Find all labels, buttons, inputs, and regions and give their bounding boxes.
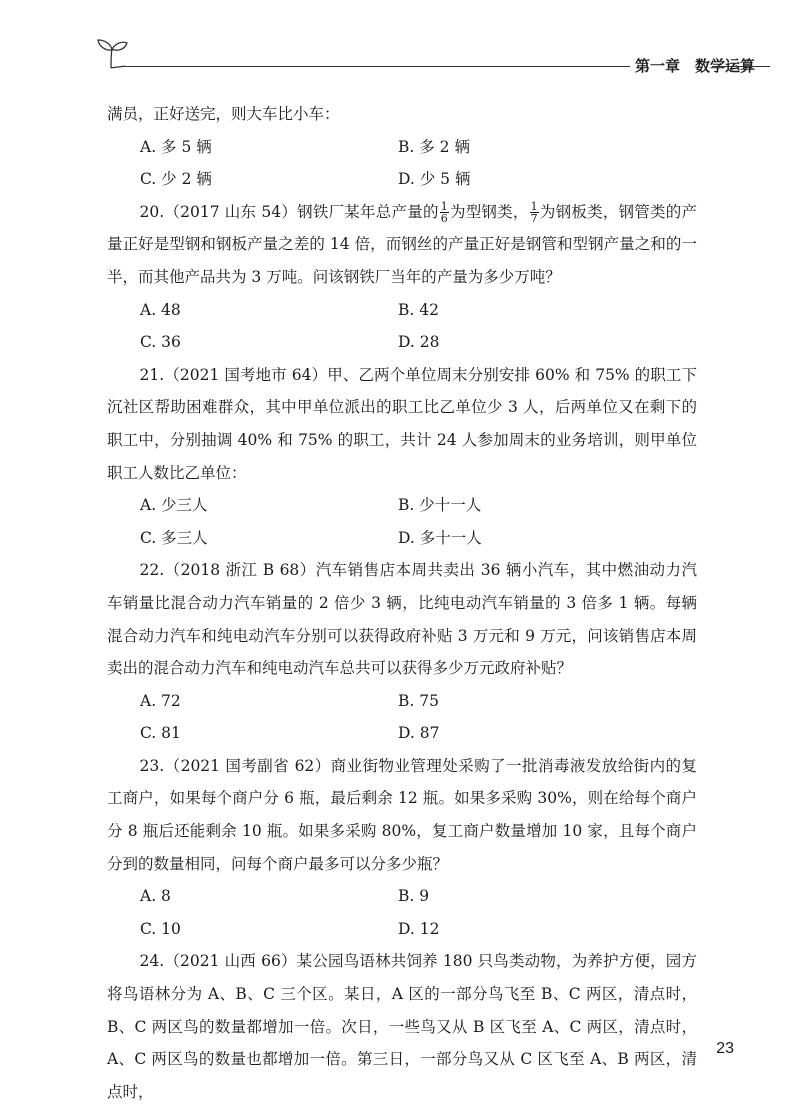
question-20 bbox=[107, 196, 697, 294]
options-row bbox=[107, 717, 697, 750]
frac2-denominator: 7 bbox=[530, 212, 538, 226]
header-rule-right bbox=[712, 66, 770, 67]
q20-text-part2: 为型钢类， bbox=[449, 202, 529, 221]
options-row bbox=[107, 489, 697, 522]
page-header bbox=[95, 38, 770, 78]
options-row bbox=[107, 131, 697, 164]
page-number: 23 bbox=[716, 1040, 734, 1057]
q20-text-part1: 20.（2017 山东 54）钢铁厂某年总产量的 bbox=[139, 202, 439, 221]
fraction-1-6 bbox=[440, 201, 449, 224]
page-content bbox=[107, 98, 697, 1108]
option-d: D. 少 5 辆 bbox=[398, 170, 471, 189]
option-d: D. 多十一人 bbox=[398, 528, 482, 547]
chapter-title: 第一章 数学运算 bbox=[635, 57, 756, 75]
header-rule-left bbox=[125, 66, 630, 67]
option-c: C. 10 bbox=[140, 919, 181, 938]
frac1-numerator: 1 bbox=[440, 200, 448, 214]
frac2-numerator: 1 bbox=[530, 200, 538, 214]
option-b: B. 75 bbox=[398, 691, 439, 710]
option-b: B. 少十一人 bbox=[398, 496, 482, 515]
option-a: A. 48 bbox=[140, 300, 181, 319]
option-c: C. 少 2 辆 bbox=[140, 170, 212, 189]
options-row bbox=[107, 685, 697, 718]
options-row bbox=[107, 913, 697, 946]
option-c: C. 81 bbox=[140, 724, 181, 743]
option-d: D. 28 bbox=[398, 333, 440, 352]
question-23: 23.（2021 国考副省 62）商业街物业管理处采购了一批消毒液发放给街内的复工商户，如果每个商户分 6 瓶，最后剩余 12 瓶。如果多采购 30%，则在给每个商户分 8 瓶后还能剩余 10 瓶。如果多采购 80%，复工商户数量增加 10 家，且每个商户分到的数量相同，问每个商户最多可以分多少瓶？ bbox=[107, 756, 697, 873]
option-c: C. 36 bbox=[140, 333, 181, 352]
option-a: A. 8 bbox=[140, 887, 171, 906]
options-row bbox=[107, 880, 697, 913]
option-b: B. 9 bbox=[398, 887, 430, 906]
frac1-denominator: 6 bbox=[440, 212, 448, 226]
option-c: C. 多三人 bbox=[140, 528, 208, 547]
option-a: A. 少三人 bbox=[140, 496, 208, 515]
fraction-1-7 bbox=[530, 201, 539, 224]
options-row bbox=[107, 326, 697, 359]
option-d: D. 87 bbox=[398, 724, 440, 743]
q20-text-part3: 为钢板类，钢管类的产量正好是型钢和钢板产量之差的 14 倍，而钢丝的产量正好是钢管和型钢产量之和的一半，而其他产品共为 3 万吨。问该钢铁厂当年的产量为多少万吨？ bbox=[107, 202, 697, 286]
question-21: 21.（2021 国考地市 64）甲、乙两个单位周末分别安排 60% 和 75% 的职工下沉社区帮助困难群众，其中甲单位派出的职工比乙单位少 3 人，后两单位又在剩下的职工中，分别抽调 40% 和 75% 的职工，共计 24 人参加周末的业务培训，则甲单位职工人数比乙单位： bbox=[107, 365, 697, 482]
intro-text: 满员，正好送完，则大车比小车： bbox=[107, 105, 340, 123]
question-24: 24.（2021 山西 66）某公园鸟语林共饲养 180 只鸟类动物，为养护方便，园方将鸟语林分为 A、B、C 三个区。某日，A 区的一部分鸟飞至 B、C 两区，清点时，B、C 两区鸟的数量都增加一倍。次日，一些鸟又从 B 区飞至 A、C 两区，清点时，A、C 两区鸟的数量也都增加一倍。第三日，一部分鸟又从 C 区飞至 A、B 两区，清点时， bbox=[107, 952, 697, 1101]
option-b: B. 多 2 辆 bbox=[398, 137, 470, 156]
option-a: A. 72 bbox=[140, 691, 181, 710]
option-d: D. 12 bbox=[398, 919, 440, 938]
options-row bbox=[107, 163, 697, 196]
option-a: A. 多 5 辆 bbox=[140, 137, 212, 156]
options-row bbox=[107, 294, 697, 327]
sprout-icon bbox=[95, 38, 129, 70]
question-22: 22.（2018 浙江 B 68）汽车销售店本周共卖出 36 辆小汽车，其中燃油动力汽车销量比混合动力汽车销量的 2 倍少 3 辆，比纯电动汽车销量的 3 倍多 1 辆。每辆混合动力汽车和纯电动汽车分别可以获得政府补贴 3 万元和 9 万元，问该销售店本周卖出的混合动力汽车和纯电动汽车总共可以获得多少万元政府补贴？ bbox=[107, 561, 697, 678]
option-b: B. 42 bbox=[398, 300, 439, 319]
options-row bbox=[107, 522, 697, 555]
